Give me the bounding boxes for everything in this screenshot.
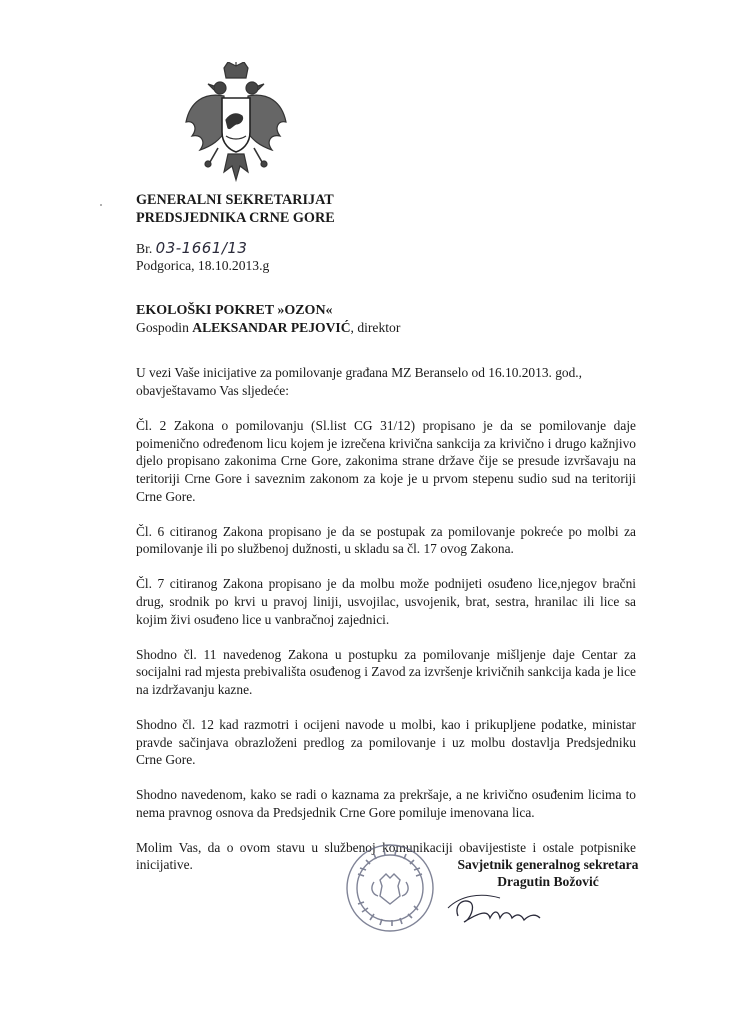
paragraph-article-7: Čl. 7 citiranog Zakona propisano je da molbu može podnijeti osuđeno lice,njegov bračni drug, srodnik po krvi u pravoj liniji, usvojilac, usvojenik, brat, sestra, hranilac ili lice sa kojim živi osuđeno lice u vanbračnoj zajednici. — [136, 576, 636, 627]
reference-number-value: 03-1661/13 — [155, 239, 248, 257]
paragraph-intro: U vezi Vaše inicijative za pomilovanje građana MZ Beranselo od 16.10.2013. god., obavještavamo Vas sljedeće: — [136, 365, 582, 398]
recipient-person — [136, 319, 400, 336]
recipient-name: ALEKSANDAR PEJOVIĆ — [192, 320, 351, 335]
letter-body — [136, 364, 636, 892]
signatory-title: Savjetnik generalnog sekretara — [457, 857, 639, 872]
paragraph-article-2: Čl. 2 Zakona o pomilovanju (Sl.list CG 31/12) propisano je da se pomilovanje daje poimenično određenom licu kojem je izrečena krivična sankcija za krivično i drugo kažnjivo djelo propisano zakonima Crne Gore, zakonima strane države čije se presude izvršavaju na teritoriji Crne Gore i saveznim zakonom za koje je u prvom stepenu sudio sud na teritoriji Crne Gore. — [136, 418, 636, 504]
coat-of-arms-icon — [184, 62, 288, 186]
recipient-role: , direktor — [350, 320, 401, 335]
paragraph-conclusion: Shodno navedenom, kako se radi o kaznama za prekršaje, a ne krivično osuđenim licima to nema pravnog osnova da Predsjednik Crne Gore pomiluje imenovana lica. — [136, 787, 636, 820]
recipient-block — [136, 302, 400, 336]
reference-block — [136, 240, 269, 274]
paragraph-request: Molim Vas, da o ovom stavu u službenoj komunikaciji obavijestiste i ostale potpisnike inicijative. — [136, 839, 636, 873]
place-date: Podgorica, 18.10.2013.g — [136, 258, 270, 273]
reference-number-label: Br. — [136, 241, 153, 256]
paragraph-article-11: Shodno čl. 11 navedenog Zakona u postupku za pomilovanje mišljenje daje Centar za socijalni rad mjesta prebivališta osuđenog i Zavod za izvršenje krivičnih sankcija kada je lice na izdržavanju kazne. — [136, 646, 636, 697]
recipient-organization: EKOLOŠKI POKRET »OZON« — [136, 303, 333, 318]
org-line-2: PREDSJEDNIKA CRNE GORE — [136, 210, 335, 226]
reference-number — [136, 240, 269, 257]
paragraph-article-12: Shodno čl. 12 kad razmotri i ocijeni navode u molbi, kao i prikupljene podatke, ministar pravde sačinjava obrazloženi predlog za pomilovanje i uz molbu dostavlja Predsjedniku Crne Gore. — [136, 716, 636, 768]
signatory-name: Dragutin Božović — [497, 874, 599, 889]
official-stamp-icon — [344, 842, 436, 934]
org-line-1: GENERALNI SEKRETARIJAT — [136, 192, 334, 208]
recipient-title: Gospodin — [136, 320, 189, 335]
paragraph-article-6: Čl. 6 citiranog Zakona propisano je da se postupak za pomilovanje pokreće po molbi za pomilovanje ili po službenoj dužnosti, u skladu sa čl. 17 ovog Zakona. — [136, 523, 636, 557]
signatory-block — [438, 856, 658, 890]
issuing-organization — [136, 191, 335, 227]
handwritten-signature-icon — [440, 886, 570, 934]
scan-speck — [100, 204, 102, 206]
